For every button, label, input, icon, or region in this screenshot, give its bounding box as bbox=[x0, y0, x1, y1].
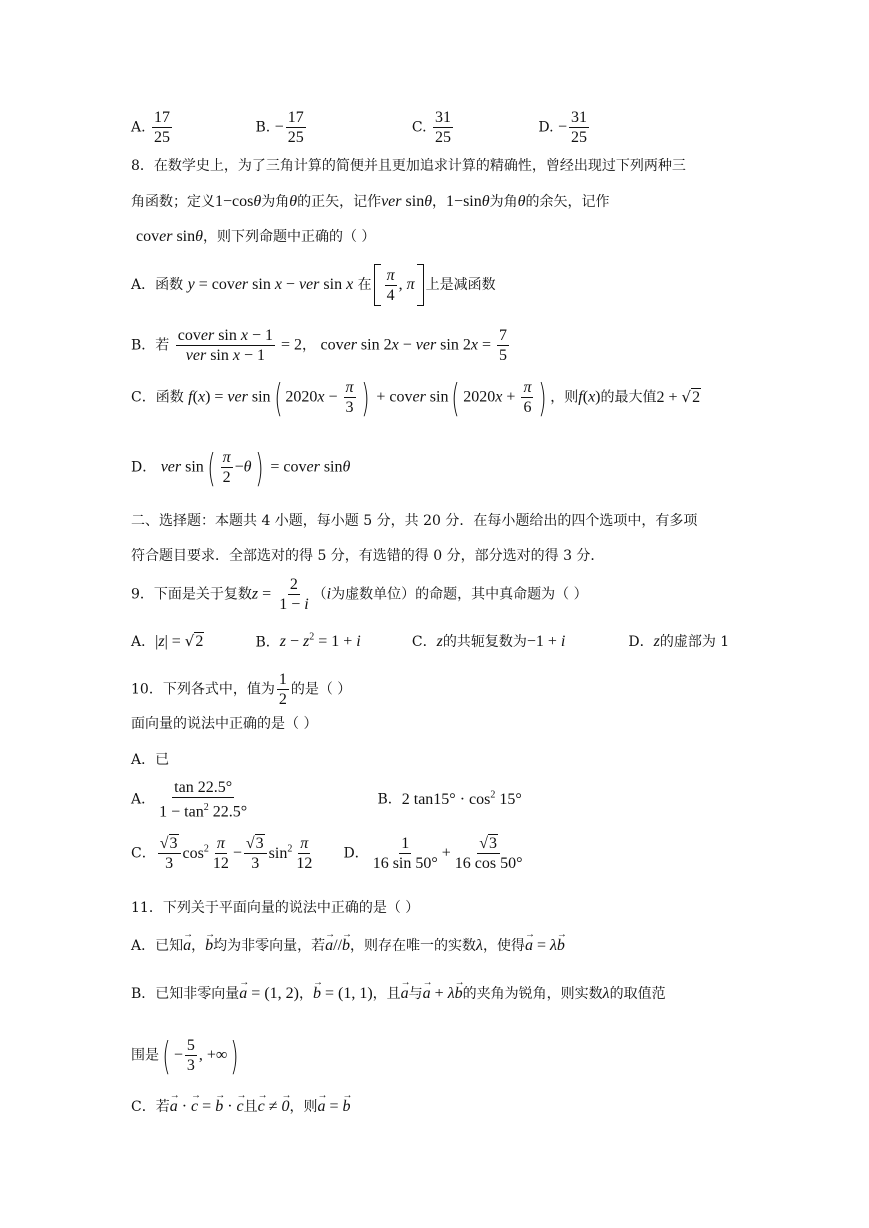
q7-option-c-label: C. bbox=[411, 119, 427, 136]
q7-option-b-label: B. bbox=[255, 119, 271, 136]
q8-stem-line-2: 角函数；定义1−cosθ为角θ的正矢，记作ver sinθ，1−sinθ为角θ的余矢，记作 bbox=[131, 193, 610, 210]
q7-option-a-fraction: $\frac{17}{25}$ bbox=[154, 109, 171, 146]
q8-option-a: A．函数 y = cover sin x − ver sin x 在 $\frac{\pi}{4}$ , π 上是减函数 bbox=[131, 264, 496, 306]
q11-option-b-line-1: B．已知非零向量→ a = (1, 2)，→ b = (1, 1)，且→ a与→ a + λ→ b的夹角为锐角，则实数λ的取值范 bbox=[131, 984, 666, 1004]
q7-option-c-fraction: $\frac{31}{25}$ bbox=[435, 109, 452, 146]
q10-stray-text-1: 面向量的说法中正确的是（ ） bbox=[131, 716, 318, 732]
q10-options-row-2: C． $\frac{√3}{3}$ $\cos^2$ $\frac{\pi}{12}$ − $\frac{√3}{3}$ $\sin^2$ $\frac{\pi}{12}$ D． $\frac{1}{16 \sin 50^\circ}$ + $\frac{√3}{16 \cos 50^\circ}$ bbox=[131, 835, 523, 872]
q8-option-d: D． ver sin( $\frac{\pi}{2}$ −θ) = cover sinθ bbox=[131, 445, 351, 490]
q11-option-c: C．若→ a · → c = → b · → c且→ c ≠ → 0，则→ a = → b bbox=[131, 1097, 351, 1117]
q7-options: A. $\frac{17}{25}$ B. − $\frac{17}{25}$ C. $\frac{31}{25}$ D. − $\frac{31}{25}$ bbox=[131, 109, 588, 146]
q8-option-b: B．若 cover sin x − 1 ver sin x − 1 = 2， cover sin 2x − ver sin 2x = $\frac{7}{5}$ bbox=[131, 327, 507, 364]
q8-stem-line-1: 8．在数学史上，为了三角计算的简便并且更加追求计算的精确性，曾经出现过下列两种三 bbox=[131, 158, 686, 174]
q11-option-a: A．已知→ a，→ b均为非零向量，若→ a//→ b，则存在唯一的实数λ，使得→ a = λ→ b bbox=[131, 936, 565, 956]
q7-option-a-label: A. bbox=[131, 119, 146, 136]
q10-stray-text-2: A．已 bbox=[131, 752, 170, 768]
q8-option-c: C．函数 f(x) = ver sin( 2020x − $\frac{\pi}{3}$ ) + cover sin( 2020x + $\frac{\pi}{6}$ ) ，则f(x)的最大值2 + √2 bbox=[131, 375, 701, 420]
q7-option-b-fraction: $\frac{17}{25}$ bbox=[287, 109, 304, 146]
q10-stem: 10．下列各式中，值为 $\frac{1}{2}$ 的是（ ） bbox=[131, 671, 352, 708]
q9-options: A．|z| = √2 B．$z - z^2 = 1 + i$ C．z的共轭复数为−1 + i D．z的虚部为 1 bbox=[131, 632, 730, 651]
q11-option-b-line-2: 围是( − $\frac{5}{3}$ , +∞) bbox=[131, 1033, 239, 1078]
section-2-heading-line-1: 二、选择题：本题共 4 小题，每小题 5 分，共 20 分．在每小题给出的四个选项中，有多项 bbox=[131, 513, 698, 529]
q8-stem-line-3: cover sinθ，则下列命题中正确的（ ） bbox=[136, 228, 376, 245]
q9-stem: 9．下面是关于复数z = $\frac{2}{1 - i}$ （i为虚数单位）的命题，其中真命题为（ ） bbox=[131, 576, 588, 613]
section-2-heading-line-2: 符合题目要求．全部选对的得 5 分，有选错的得 0 分，部分选对的得 3 分． bbox=[131, 548, 605, 564]
q10-options-row-1: A． $\frac{\tan 22.5^\circ}{1 - \tan^2 22.5^\circ}$ B．2 $\tan 15^\circ \cdot \cos^2 15^\circ$ bbox=[131, 779, 522, 821]
q7-option-d-label: D. bbox=[538, 119, 554, 136]
q7-option-d-fraction: $\frac{31}{25}$ bbox=[571, 109, 588, 146]
q11-stem: 11．下列关于平面向量的说法中正确的是（ ） bbox=[131, 900, 420, 916]
